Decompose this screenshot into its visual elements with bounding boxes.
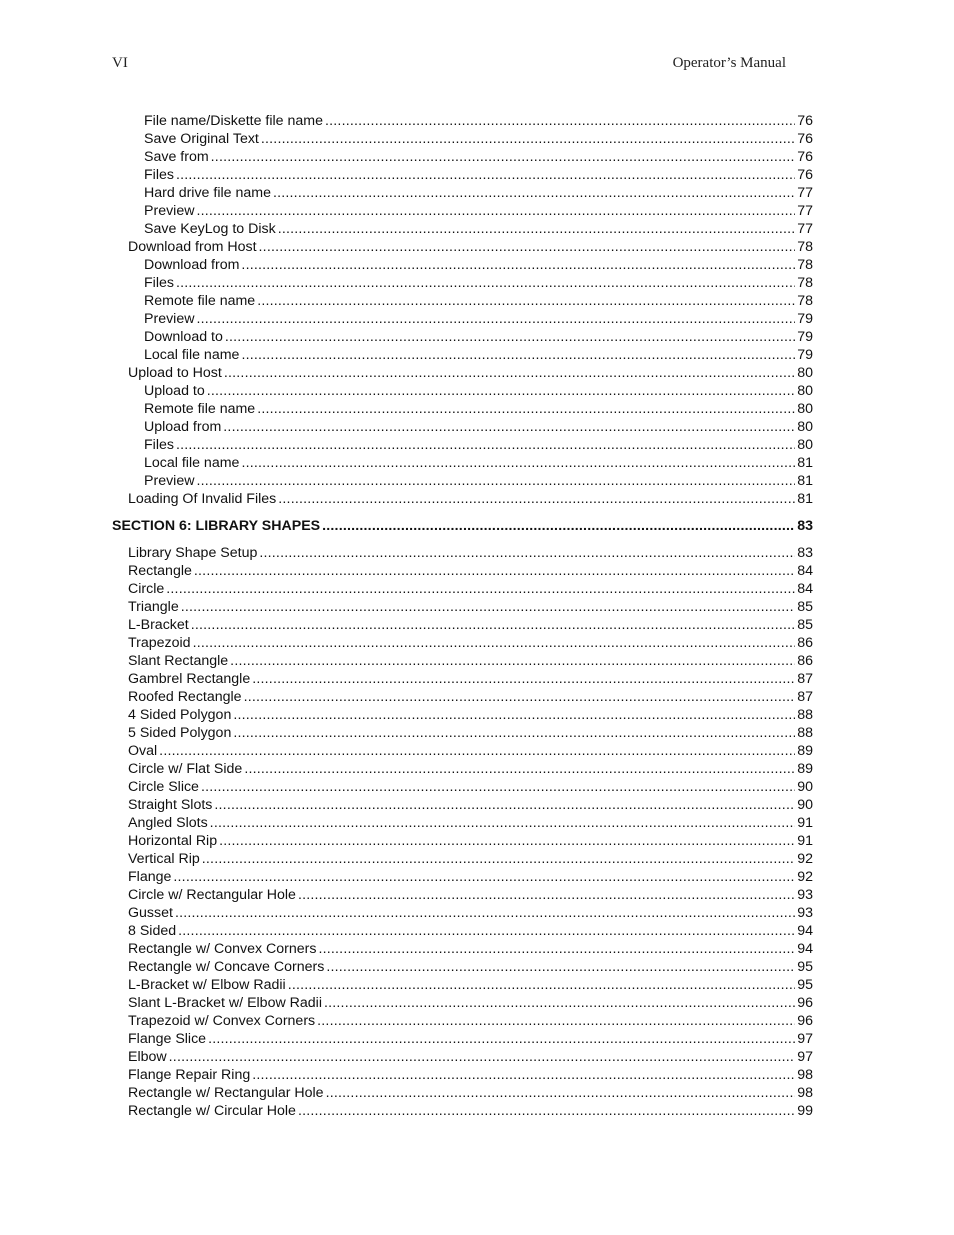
dot-leader (273, 184, 795, 202)
toc-entry-page: 85 (797, 599, 813, 615)
toc-entry-title: Library Shape Setup (128, 545, 258, 561)
toc-entry[interactable] (112, 346, 813, 364)
toc-entry-page: 91 (797, 815, 813, 831)
dot-leader (241, 346, 795, 364)
toc-entry-title: Hard drive file name (144, 185, 271, 201)
toc-entry-title: Download to (144, 329, 223, 345)
toc-entry[interactable] (112, 922, 813, 940)
toc-entry[interactable] (112, 130, 813, 148)
dot-leader (194, 562, 795, 580)
toc-entry-page: 90 (797, 779, 813, 795)
toc-entry-title: Files (144, 167, 174, 183)
dot-leader (196, 472, 795, 490)
toc-entry[interactable] (112, 868, 813, 886)
toc-entry-title: Roofed Rectangle (128, 689, 242, 705)
dot-leader (259, 238, 796, 256)
toc-entry-page: 94 (797, 923, 813, 939)
toc-entry-page: 88 (797, 707, 813, 723)
dot-leader (298, 886, 795, 904)
toc-entry-title: Rectangle (128, 563, 192, 579)
toc-entry-title: Download from (144, 257, 240, 273)
toc-entry-page: 78 (797, 257, 813, 273)
toc-entry-title: Save KeyLog to Disk (144, 221, 276, 237)
toc-entry[interactable] (112, 634, 813, 652)
dot-leader (176, 166, 795, 184)
toc-entry-title: L-Bracket (128, 617, 189, 633)
dot-leader (202, 850, 795, 868)
toc-entry[interactable] (112, 1048, 813, 1066)
toc-entry-page: 84 (797, 563, 813, 579)
toc-entry-title: Slant L-Bracket w/ Elbow Radii (128, 995, 322, 1011)
dot-leader (241, 256, 795, 274)
toc-section-heading[interactable] (112, 517, 813, 535)
toc-entry-page: 79 (797, 329, 813, 345)
dot-leader (219, 832, 795, 850)
dot-leader (317, 1012, 795, 1030)
toc-entry-title: Circle Slice (128, 779, 199, 795)
toc-entry-title: Circle w/ Rectangular Hole (128, 887, 296, 903)
dot-leader (166, 580, 795, 598)
toc-entry[interactable] (112, 832, 813, 850)
toc-entry-page: 87 (797, 689, 813, 705)
dot-leader (318, 940, 795, 958)
toc-entry[interactable] (112, 310, 813, 328)
toc-entry-page: 95 (797, 959, 813, 975)
toc-entry-title: Local file name (144, 455, 240, 471)
toc-entry-page: 98 (797, 1085, 813, 1101)
toc-entry[interactable] (112, 670, 813, 688)
toc-entry-title: 5 Sided Polygon (128, 725, 232, 741)
toc-entry[interactable] (112, 940, 813, 958)
toc-entry-page: 80 (797, 365, 813, 381)
toc-entry-page: 92 (797, 851, 813, 867)
dot-leader (278, 490, 795, 508)
toc-entry-page: 80 (797, 419, 813, 435)
toc-entry[interactable] (112, 202, 813, 220)
toc-entry[interactable] (112, 1084, 813, 1102)
toc-entry-page: 97 (797, 1049, 813, 1065)
toc-entry-page: 80 (797, 401, 813, 417)
toc-entry-title: Trapezoid w/ Convex Corners (128, 1013, 316, 1029)
toc-entry-page: 96 (797, 1013, 813, 1029)
toc-entry-title: Preview (144, 203, 195, 219)
toc-entry-page: 84 (797, 581, 813, 597)
toc-entry-title: Loading Of Invalid Files (128, 491, 277, 507)
toc-entry[interactable] (112, 274, 813, 292)
dot-leader (159, 742, 795, 760)
toc-entry[interactable] (112, 778, 813, 796)
toc-entry[interactable] (112, 364, 813, 382)
dot-leader (214, 796, 795, 814)
dot-leader (173, 868, 795, 886)
toc-entry-title: Circle (128, 581, 165, 597)
toc-entry-title: Flange (128, 869, 172, 885)
dot-leader (298, 1102, 795, 1120)
dot-leader (169, 1048, 796, 1066)
toc-entry-title: Files (144, 437, 174, 453)
dot-leader (210, 814, 796, 832)
toc-entry-title: Preview (144, 473, 195, 489)
dot-leader (176, 436, 795, 454)
toc-entry-page: 77 (797, 221, 813, 237)
toc-entry[interactable] (112, 436, 813, 454)
dot-leader (326, 1084, 796, 1102)
dot-leader (244, 688, 796, 706)
toc-entry-page: 98 (797, 1067, 813, 1083)
toc-entry-title: Rectangle w/ Circular Hole (128, 1103, 296, 1119)
toc-entry[interactable] (112, 958, 813, 976)
toc-entry-page: 77 (797, 203, 813, 219)
dot-leader (224, 364, 795, 382)
dot-leader (278, 220, 796, 238)
toc-entry-page: 78 (797, 239, 813, 255)
dot-leader (196, 310, 795, 328)
toc-entry-title: Remote file name (144, 293, 256, 309)
toc-entry-title: Vertical Rip (128, 851, 200, 867)
dot-leader (322, 517, 795, 535)
toc-entry-page: 97 (797, 1031, 813, 1047)
toc-entry-title: Upload to (144, 383, 205, 399)
dot-leader (241, 454, 795, 472)
dot-leader (288, 976, 796, 994)
toc-entry[interactable] (112, 292, 813, 310)
toc-entry[interactable] (112, 418, 813, 436)
dot-leader (244, 760, 795, 778)
toc-entry-title: Upload to Host (128, 365, 222, 381)
dot-leader (233, 724, 795, 742)
toc-entry-page: 95 (797, 977, 813, 993)
toc-entry[interactable] (112, 706, 813, 724)
toc-entry-title: Flange Slice (128, 1031, 207, 1047)
toc-entry-page: 76 (797, 113, 813, 129)
toc-entry[interactable] (112, 724, 813, 742)
toc-entry-page: 85 (797, 617, 813, 633)
dot-leader (230, 652, 795, 670)
toc-entry[interactable] (112, 1066, 813, 1084)
dot-leader (225, 328, 795, 346)
dot-leader (259, 544, 795, 562)
dot-leader (252, 670, 795, 688)
toc-entry[interactable] (112, 256, 813, 274)
toc-entry-page: 90 (797, 797, 813, 813)
toc-entry[interactable] (112, 760, 813, 778)
toc-entry[interactable] (112, 238, 813, 256)
toc-entry-title: Save Original Text (144, 131, 259, 147)
page-header (112, 55, 786, 77)
toc-entry-title: Angled Slots (128, 815, 208, 831)
running-title: Operator’s Manual (672, 55, 786, 71)
toc-entry-page: 76 (797, 167, 813, 183)
toc-entry[interactable] (112, 112, 813, 130)
toc-entry-title: Rectangle w/ Rectangular Hole (128, 1085, 324, 1101)
toc-entry[interactable] (112, 580, 813, 598)
toc-entry[interactable] (112, 544, 813, 562)
toc-entry-page: 83 (797, 518, 813, 534)
dot-leader (193, 634, 796, 652)
toc-entry[interactable] (112, 850, 813, 868)
toc-entry[interactable] (112, 1102, 813, 1120)
toc-entry-page: 77 (797, 185, 813, 201)
toc-entry-title: Download from Host (128, 239, 257, 255)
dot-leader (211, 148, 796, 166)
toc-entry[interactable] (112, 184, 813, 202)
toc-entry[interactable] (112, 598, 813, 616)
toc-entry-page: 86 (797, 635, 813, 651)
toc-entry[interactable] (112, 796, 813, 814)
dot-leader (261, 130, 795, 148)
dot-leader (201, 778, 795, 796)
toc-entry-page: 87 (797, 671, 813, 687)
toc-entry-title: 4 Sided Polygon (128, 707, 232, 723)
toc-entry-page: 81 (797, 491, 813, 507)
toc-entry-title: Gambrel Rectangle (128, 671, 251, 687)
dot-leader (191, 616, 796, 634)
toc-entry-page: 86 (797, 653, 813, 669)
dot-leader (178, 922, 795, 940)
toc-entry[interactable] (112, 328, 813, 346)
toc-entry-title: Files (144, 275, 174, 291)
toc-entry-page: 80 (797, 383, 813, 399)
dot-leader (181, 598, 795, 616)
dot-leader (257, 292, 795, 310)
dot-leader (208, 1030, 795, 1048)
toc-entry[interactable] (112, 382, 813, 400)
dot-leader (325, 112, 795, 130)
toc-entry-title: File name/Diskette file name (144, 113, 323, 129)
toc-entry-page: 96 (797, 995, 813, 1011)
toc-entry[interactable] (112, 886, 813, 904)
toc-entry-title: Remote file name (144, 401, 256, 417)
toc-entry[interactable] (112, 220, 813, 238)
toc-entry[interactable] (112, 454, 813, 472)
toc-entry-page: 76 (797, 149, 813, 165)
toc-entry-page: 92 (797, 869, 813, 885)
toc-entry-page: 79 (797, 347, 813, 363)
toc-entry-page: 89 (797, 743, 813, 759)
toc-entry-page: 89 (797, 761, 813, 777)
toc-entry-title: Slant Rectangle (128, 653, 229, 669)
toc-entry-page: 76 (797, 131, 813, 147)
toc-entry[interactable] (112, 562, 813, 580)
toc-entry-title: Flange Repair Ring (128, 1067, 251, 1083)
toc-entry-title: Triangle (128, 599, 179, 615)
dot-leader (175, 904, 795, 922)
toc-entry[interactable] (112, 1012, 813, 1030)
toc-entry[interactable] (112, 652, 813, 670)
toc-entry-title: Rectangle w/ Convex Corners (128, 941, 317, 957)
toc-entry-title: Circle w/ Flat Side (128, 761, 243, 777)
toc-entry[interactable] (112, 166, 813, 184)
dot-leader (176, 274, 795, 292)
toc-entry-title: Straight Slots (128, 797, 213, 813)
toc-entry-page: 81 (797, 473, 813, 489)
toc-entry[interactable] (112, 616, 813, 634)
table-of-contents (112, 112, 813, 1120)
toc-entry-page: 94 (797, 941, 813, 957)
toc-entry[interactable] (112, 148, 813, 166)
toc-entry[interactable] (112, 976, 813, 994)
toc-entry-title: 8 Sided (128, 923, 177, 939)
toc-entry-page: 99 (797, 1103, 813, 1119)
dot-leader (252, 1066, 795, 1084)
toc-entry[interactable] (112, 1030, 813, 1048)
toc-entry[interactable] (112, 994, 813, 1012)
toc-entry[interactable] (112, 490, 813, 508)
toc-entry[interactable] (112, 688, 813, 706)
toc-entry-page: 88 (797, 725, 813, 741)
dot-leader (326, 958, 795, 976)
toc-entry-title: Rectangle w/ Concave Corners (128, 959, 325, 975)
toc-entry[interactable] (112, 814, 813, 832)
toc-entry-title: Save from (144, 149, 209, 165)
toc-entry-title: Gusset (128, 905, 173, 921)
toc-entry-page: 93 (797, 887, 813, 903)
toc-entry-page: 83 (797, 545, 813, 561)
toc-entry-title: Horizontal Rip (128, 833, 218, 849)
toc-entry-page: 81 (797, 455, 813, 471)
dot-leader (257, 400, 795, 418)
toc-entry-title: L-Bracket w/ Elbow Radii (128, 977, 286, 993)
dot-leader (196, 202, 795, 220)
toc-entry-title: Oval (128, 743, 158, 759)
toc-entry-page: 91 (797, 833, 813, 849)
toc-entry[interactable] (112, 742, 813, 760)
dot-leader (233, 706, 795, 724)
toc-entry-page: 78 (797, 293, 813, 309)
toc-entry-title: Upload from (144, 419, 222, 435)
dot-leader (223, 418, 795, 436)
toc-entry-page: 93 (797, 905, 813, 921)
toc-entry[interactable] (112, 472, 813, 490)
toc-entry-title: Local file name (144, 347, 240, 363)
page-number-roman: VI (112, 55, 128, 71)
toc-entry-title: Preview (144, 311, 195, 327)
toc-entry-title: Trapezoid (128, 635, 191, 651)
toc-entry-page: 78 (797, 275, 813, 291)
toc-entry-title: SECTION 6: LIBRARY SHAPES (112, 518, 321, 534)
dot-leader (207, 382, 795, 400)
toc-entry[interactable] (112, 904, 813, 922)
toc-entry[interactable] (112, 400, 813, 418)
toc-entry-title: Elbow (128, 1049, 167, 1065)
toc-entry-page: 80 (797, 437, 813, 453)
toc-entry-page: 79 (797, 311, 813, 327)
dot-leader (324, 994, 795, 1012)
